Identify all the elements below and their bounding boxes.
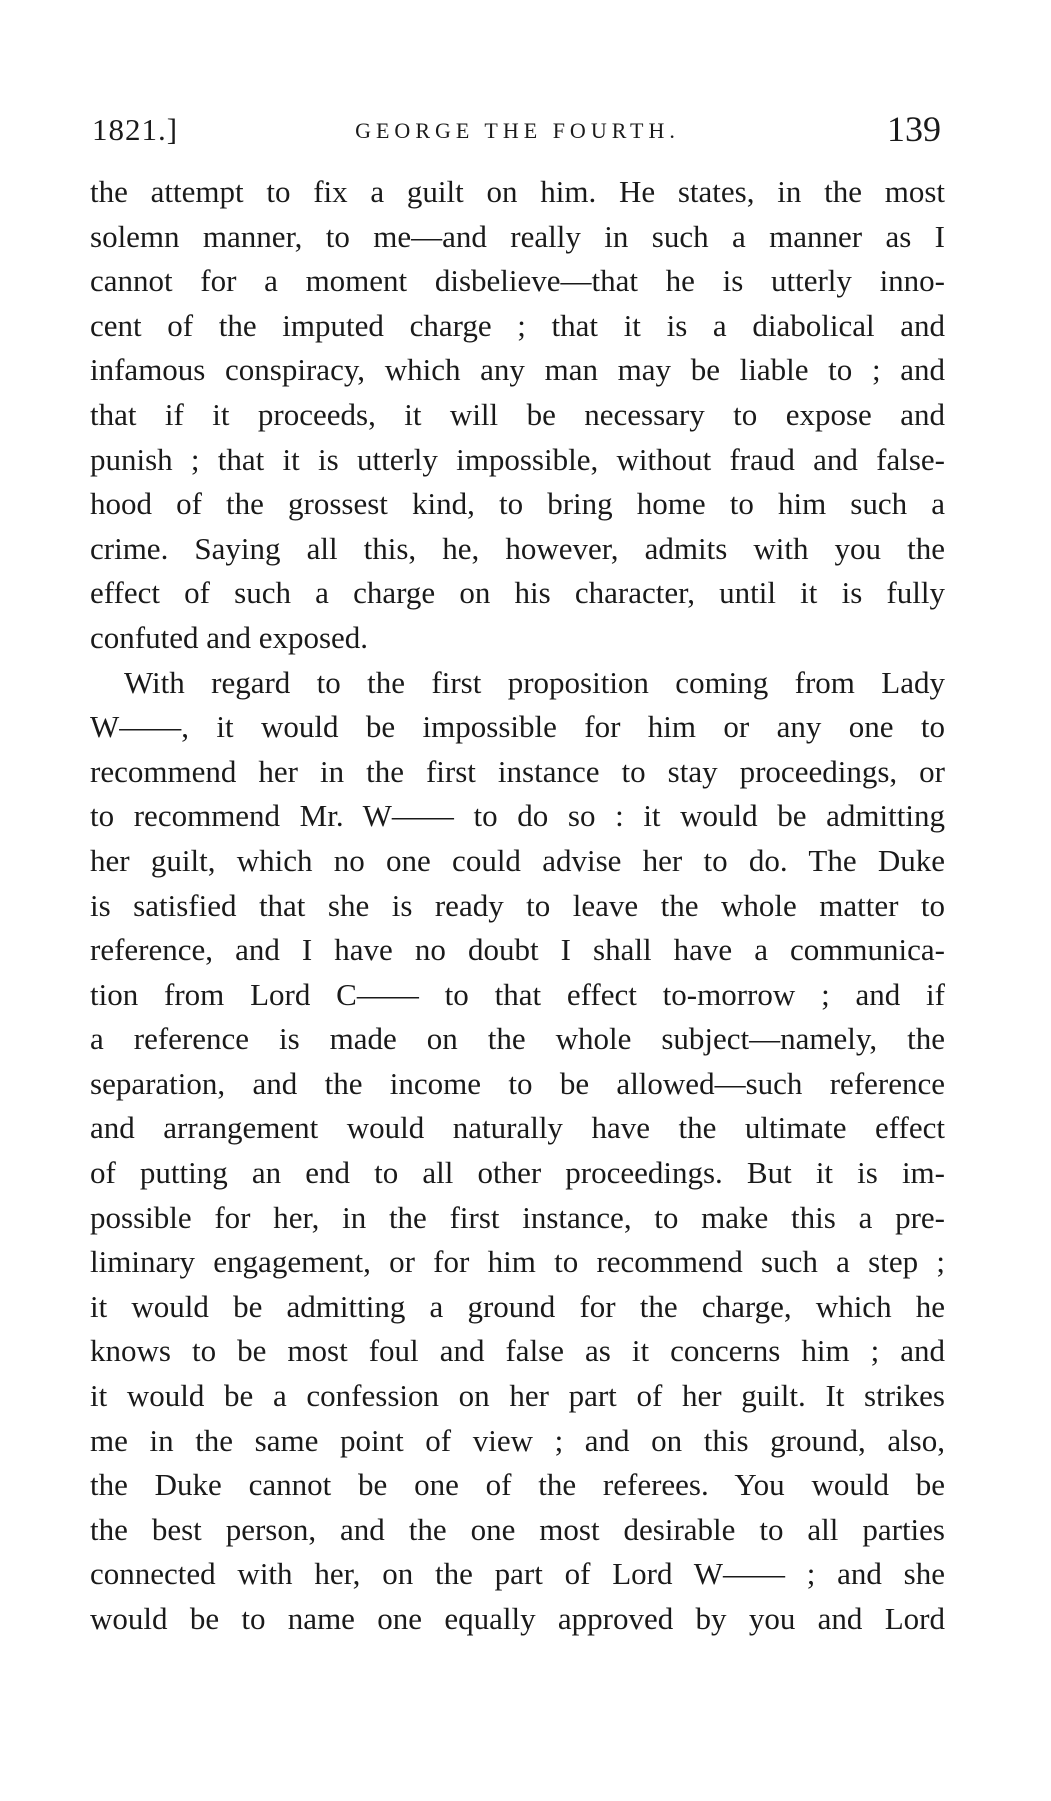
text-line: a reference is made on the whole subject—namely, the — [90, 1021, 945, 1057]
text-line: to recommend Mr. W—— to do so : it would be admitting — [90, 798, 945, 834]
text-line: liminary engagement, or for him to recommend such a step ; — [90, 1244, 945, 1280]
text-line: effect of such a charge on his character, until it is fully — [90, 575, 945, 611]
text-line: punish ; that it is utterly impossible, without fraud and false- — [90, 441, 945, 477]
text-line: the best person, and the one most desirable to all parties — [90, 1511, 945, 1547]
text-line: cannot for a moment disbelieve—that he is utterly inno- — [90, 263, 945, 299]
text-line: it would be admitting a ground for the charge, which he — [90, 1288, 945, 1324]
text-line: possible for her, in the first instance, to make this a pre- — [90, 1199, 945, 1235]
text-line: her guilt, which no one could advise her to do. The Duke — [90, 842, 945, 878]
text-line: of putting an end to all other proceedings. But it is im- — [90, 1155, 945, 1191]
paragraph-1 — [90, 170, 945, 661]
text-line: me in the same point of view ; and on this ground, also, — [90, 1422, 945, 1458]
text-line: recommend her in the first instance to stay proceedings, or — [90, 753, 945, 789]
text-line: would be to name one equally approved by you and Lord — [90, 1601, 945, 1636]
text-line: W——, it would be impossible for him or any one to — [90, 709, 945, 745]
page-number: 139 — [887, 109, 941, 149]
text-line: solemn manner, to me—and really in such a manner as I — [90, 218, 945, 254]
text-line: and arrangement would naturally have the ultimate effect — [90, 1110, 945, 1146]
text-line: is satisfied that she is ready to leave the whole matter to — [90, 887, 945, 923]
text-line: knows to be most foul and false as it concerns him ; and — [90, 1333, 945, 1369]
header-year: 1821.] — [92, 112, 179, 147]
text-line: With regard to the first proposition coming from Lady — [124, 664, 945, 700]
text-line: infamous conspiracy, which any man may be liable to ; and — [90, 352, 945, 388]
text-line: tion from Lord C—— to that effect to-morrow ; and if — [90, 976, 945, 1012]
text-line: separation, and the income to be allowed—such reference — [90, 1065, 945, 1101]
text-line: crime. Saying all this, he, however, admits with you the — [90, 530, 945, 566]
paragraph-2 — [90, 661, 945, 1642]
text-line: the attempt to fix a guilt on him. He states, in the most — [90, 174, 945, 209]
text-line: the Duke cannot be one of the referees. You would be — [90, 1467, 945, 1503]
text-line: hood of the grossest kind, to bring home to him such a — [90, 486, 945, 522]
body-text — [90, 170, 945, 1642]
text-line: that if it proceeds, it will be necessary to expose and — [90, 396, 945, 432]
text-line: confuted and exposed. — [90, 619, 369, 655]
text-line: connected with her, on the part of Lord W—— ; and she — [90, 1556, 945, 1592]
text-line: cent of the imputed charge ; that it is a diabolical and — [90, 307, 945, 343]
header-title: GEORGE THE FOURTH. — [355, 118, 680, 143]
running-head — [90, 100, 945, 160]
book-page — [90, 100, 945, 1642]
text-line: reference, and I have no doubt I shall have a communica- — [90, 932, 945, 968]
text-line: it would be a confession on her part of her guilt. It strikes — [90, 1378, 945, 1414]
